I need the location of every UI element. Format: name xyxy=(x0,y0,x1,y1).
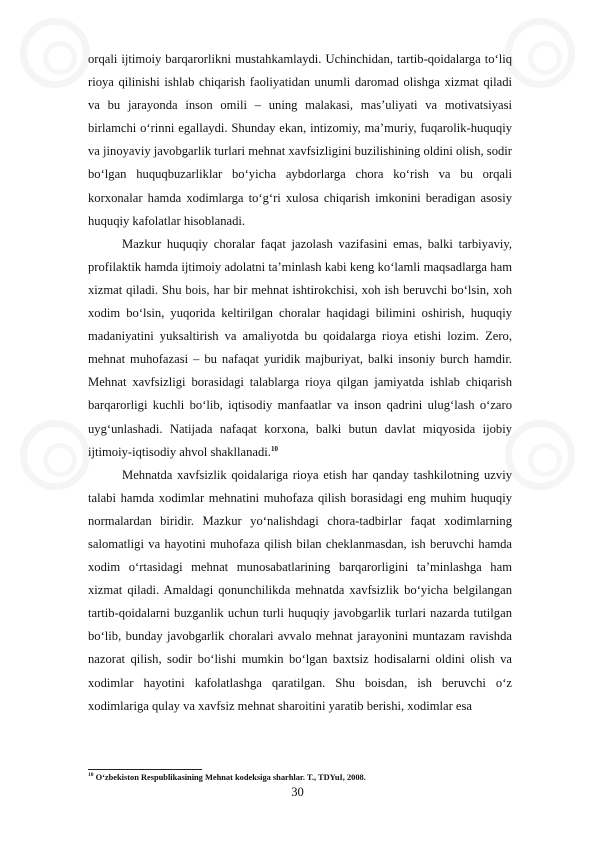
paragraph-text: orqali ijtimoiy barqarorlikni mustahkamlaydi. Uchinchidan, tartib-qoidalarga to‘liq rioya qilinishi ishlab chiqarish faoliyatidan unumli daromad olishga xizmat qiladi va bu jarayonda inson omili – uning malakasi, mas’uliyati va motivatsiyasi birlamchi o‘rinni egallaydi. Shunday ekan, intizomiy, ma’muriy, fuqarolik-huquqiy va jinoyaviy javobgarlik turlari mehnat xavfsizligini buzilishining oldini olish, sodir bo‘lgan huquqbuzarliklar bo‘yicha aybdorlarga chora ko‘rish va bu orqali korxonalar hamda xodimlarga to‘g‘ri xulosa chiqarish imkonini beradigan asosiy huquqiy kafolatlar hisoblanadi. xyxy=(88,52,512,228)
paragraph xyxy=(88,48,512,233)
page-number: 30 xyxy=(291,785,304,799)
paragraph xyxy=(88,233,512,464)
footnote xyxy=(88,772,512,784)
watermark-logo xyxy=(505,18,575,88)
footnote-reference[interactable]: 10 xyxy=(270,444,278,453)
paragraph xyxy=(88,464,512,718)
watermark-logo xyxy=(505,420,575,490)
watermark-logo xyxy=(20,18,90,88)
footnote-divider xyxy=(88,769,202,770)
paragraph-text: Mehnatda xavfsizlik qoidalariga rioya etish har qanday tashkilotning uzviy talabi hamda xodimlar mehnatini muhofaza qilish borasidagi eng muhim huquqiy normalardan biridir. Mazkur yo‘nalishdagi chora-tadbirlar faqat xodimlarning salomatligi va hayotini muhofaza qilish bilan cheklanmasdan, ish beruvchi hamda xodim o‘rtasidagi mehnat munosabatlarining barqarorligini ta’minlashga ham xizmat qiladi. Amaldagi qonunchilikda mehnatda xavfsizlik bo‘yicha belgilangan tartib-qoidalarni buzganlik uchun turli huquqiy javobgarlik turlari nazarda tutilgan bo‘lib, bunday javobgarlik choralari avvalo mehnat jarayonini muntazam ravishda nazorat qilish, sodir bo‘lishi mumkin bo‘lgan baxtsiz hodisalarni oldini olish va xodimlar hayotini kafolatlashga qaratilgan. Shu boisdan, ish beruvchi o‘z xodimlariga qulay va xavfsiz mehnat sharoitini yaratib berishi, xodimlar esa xyxy=(88,467,512,713)
watermark-logo xyxy=(20,420,90,490)
footnote-number: 10 xyxy=(88,772,94,779)
footnote-text: O‘zbekiston Respublikasining Mehnat kodeksiga sharhlar. T., TDYuI, 2008. xyxy=(93,773,366,782)
paragraph-text: Mazkur huquqiy choralar faqat jazolash vazifasini emas, balki tarbiyaviy, profilaktik hamda ijtimoiy adolatni ta’minlash kabi keng ko‘lamli maqsadlarga ham xizmat qiladi. Shu bois, har bir mehnat ishtirokchisi, xoh ish beruvchi bo‘lsin, xoh xodim bo‘lsin, yuqorida keltirilgan choralar haqidagi bilimini oshirish, huquqiy madaniyatini yuksaltirish va amaliyotda bu qoidalarga rioya etishi lozim. Zero, mehnat muhofazasi – bu nafaqat yuridik majburiyat, balki insoniy burch hamdir. Mehnat xavfsizligi borasidagi talablarga rioya qilgan jamiyatda ishlab chiqarish barqarorligi kuchli bo‘lib, iqtisodiy manfaatlar va inson qadrini ulug‘lash o‘zaro uyg‘unlashadi. Natijada nafaqat korxona, balki butun davlat miqyosida ijobiy ijtimoiy-iqtisodiy ahvol shakllanadi. xyxy=(88,236,512,459)
body-text xyxy=(88,48,512,718)
